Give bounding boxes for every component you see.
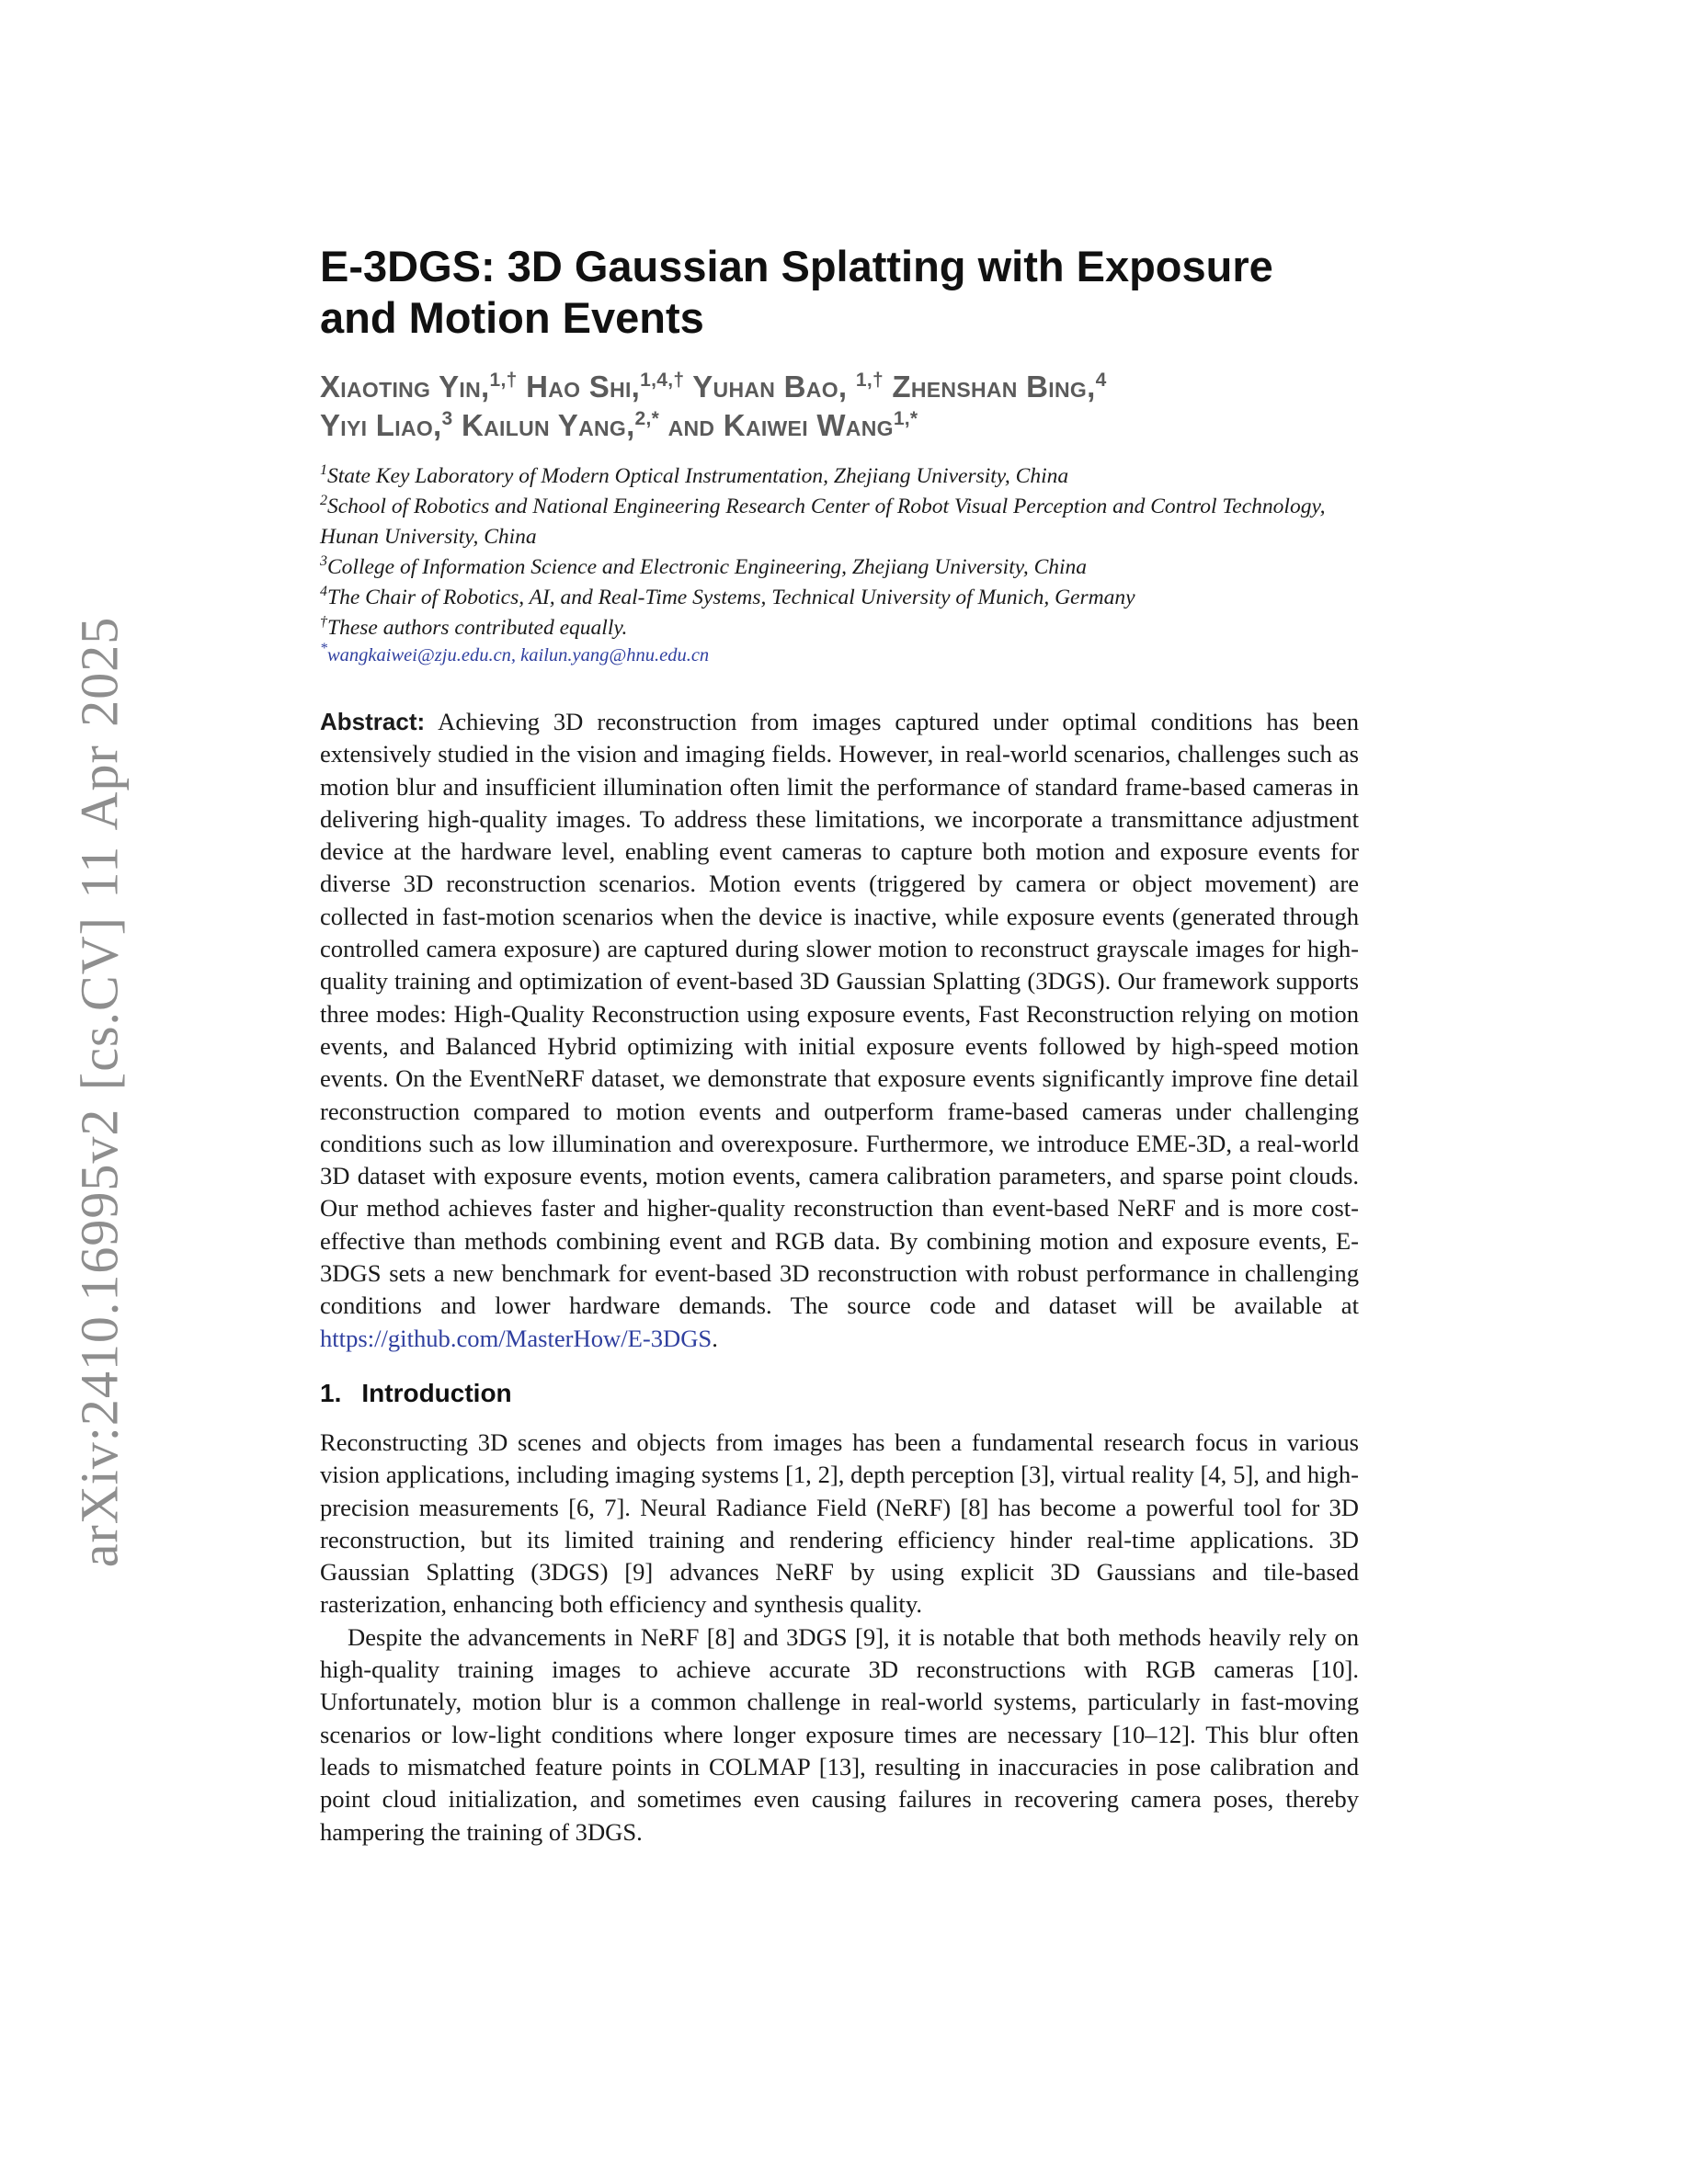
author-name: Xiaoting Yin,	[320, 370, 490, 404]
author-affiliation-mark: 3	[441, 408, 453, 429]
section-title: Introduction	[361, 1378, 512, 1407]
affiliation-text: State Key Laboratory of Modern Optical Instrumentation, Zhejiang University, China	[327, 464, 1069, 488]
affiliation-text: School of Robotics and National Engineering Research Center of Robot Visual Perception and Control Technology, Hunan University, China	[320, 495, 1326, 549]
paper-content	[320, 241, 1359, 1848]
affiliation-item	[320, 583, 1359, 613]
corresponding-email-link[interactable]	[320, 643, 1359, 667]
author-name: and Kaiwei Wang	[667, 408, 894, 442]
corresponding-mark: *	[320, 641, 327, 656]
affiliation-text: These authors contributed equally.	[327, 616, 628, 640]
affiliation-text: College of Information Science and Electronic Engineering, Zhejiang University, China	[327, 555, 1088, 579]
affiliation-mark: †	[320, 614, 327, 630]
affiliation-item	[320, 492, 1359, 552]
affiliation-text: The Chair of Robotics, AI, and Real-Time Systems, Technical University of Munich, Germany	[327, 586, 1135, 609]
author-affiliation-mark: 1,*	[893, 408, 918, 429]
author-affiliation-mark: 2,*	[634, 408, 660, 429]
author-list	[320, 368, 1359, 445]
author-affiliation-mark: 1,†	[489, 370, 518, 391]
author-name: Hao Shi,	[526, 370, 641, 404]
author-affiliation-mark: 1,†	[855, 370, 884, 391]
intro-paragraph-2: Despite the advancements in NeRF [8] and 3DGS [9], it is notable that both methods heavily rely on high-quality training images to achieve accurate 3D reconstructions with RGB cameras [10]. Unfortunately, motion blur is a common challenge in real-world systems, particularly in fast-moving scenarios or low-light conditions where longer exposure times are necessary [10–12]. This blur often leads to mismatched feature points in COLMAP [13], resulting in inaccuracies in pose calibration and point cloud initialization, and sometimes even causing failures in recovering camera poses, thereby hampering the training of 3DGS.	[320, 1622, 1359, 1846]
author-line-2	[320, 406, 1359, 445]
author-name: Kailun Yang,	[461, 408, 635, 442]
section-heading-introduction	[320, 1379, 1359, 1408]
affiliation-mark: 1	[320, 462, 327, 478]
abstract-end-punctuation: .	[712, 1324, 718, 1352]
affiliation-item	[320, 552, 1359, 583]
email-text[interactable]: wangkaiwei@zju.edu.cn, kailun.yang@hnu.edu.cn	[327, 645, 710, 665]
affiliation-mark: 2	[320, 493, 327, 508]
abstract-section	[320, 706, 1359, 1355]
author-affiliation-mark: 4	[1095, 370, 1107, 391]
author-line-1	[320, 368, 1359, 406]
paper-title: E-3DGS: 3D Gaussian Splatting with Exposure and Motion Events	[320, 242, 1273, 342]
source-code-link[interactable]: https://github.com/MasterHow/E-3DGS	[320, 1324, 713, 1352]
section-number: 1.	[320, 1378, 342, 1407]
affiliation-mark: 3	[320, 553, 327, 569]
affiliation-mark: 4	[320, 584, 327, 599]
intro-paragraph-1: Reconstructing 3D scenes and objects from images has been a fundamental research focus in various vision applications, including imaging systems [1, 2], depth perception [3], virtual reality [4, 5], and high-precision measurements [6, 7]. Neural Radiance Field (NeRF) [8] has become a powerful tool for 3D reconstruction, but its limited training and rendering efficiency hinder real-time applications. 3D Gaussian Splatting (3DGS) [9] advances NeRF by using explicit 3D Gaussians and tile-based rasterization, enhancing both efficiency and synthesis quality.	[320, 1428, 1359, 1619]
equal-contribution-note	[320, 613, 1359, 643]
author-affiliation-mark: 1,4,†	[640, 370, 685, 391]
affiliation-list	[320, 461, 1359, 667]
abstract-text: Achieving 3D reconstruction from images captured under optimal conditions has been extensively studied in the vision and imaging fields. However, in real-world scenarios, challenges such as motion blur and insufficient illumination often limit the performance of standard frame-based cameras in delivering high-quality images. To address these limitations, we incorporate a transmittance adjustment device at the hardware level, enabling event cameras to capture both motion and exposure events for diverse 3D reconstruction scenarios. Motion events (triggered by camera or object movement) are collected in fast-motion scenarios when the device is inactive, while exposure events (generated through controlled camera exposure) are captured during slower motion to reconstruct grayscale images for high-quality training and optimization of event-based 3D Gaussian Splatting (3DGS). Our framework supports three modes: High-Quality Reconstruction using exposure events, Fast Reconstruction relying on motion events, and Balanced Hybrid optimizing with initial exposure events followed by high-speed motion events. On the EventNeRF dataset, we demonstrate that exposure events significantly improve fine detail reconstruction compared to motion events and outperform frame-based cameras under challenging conditions such as low illumination and overexposure. Furthermore, we introduce EME-3D, a real-world 3D dataset with exposure events, motion events, camera calibration parameters, and sparse point clouds. Our method achieves faster and higher-quality reconstruction than event-based NeRF and is more cost-effective than methods combining event and RGB data. By combining motion and exposure events, E-3DGS sets a new benchmark for event-based 3D reconstruction with robust performance in challenging conditions and lower hardware demands. The source code and dataset will be available at	[320, 708, 1359, 1320]
affiliation-item	[320, 461, 1359, 492]
author-name: Yiyi Liao,	[320, 408, 442, 442]
abstract-label: Abstract:	[320, 708, 426, 735]
author-name: Yuhan Bao,	[692, 370, 848, 404]
author-name: Zhenshan Bing,	[892, 370, 1096, 404]
arxiv-identifier-stamp: arXiv:2410.16995v2 [cs.CV] 11 Apr 2025	[69, 616, 130, 1568]
